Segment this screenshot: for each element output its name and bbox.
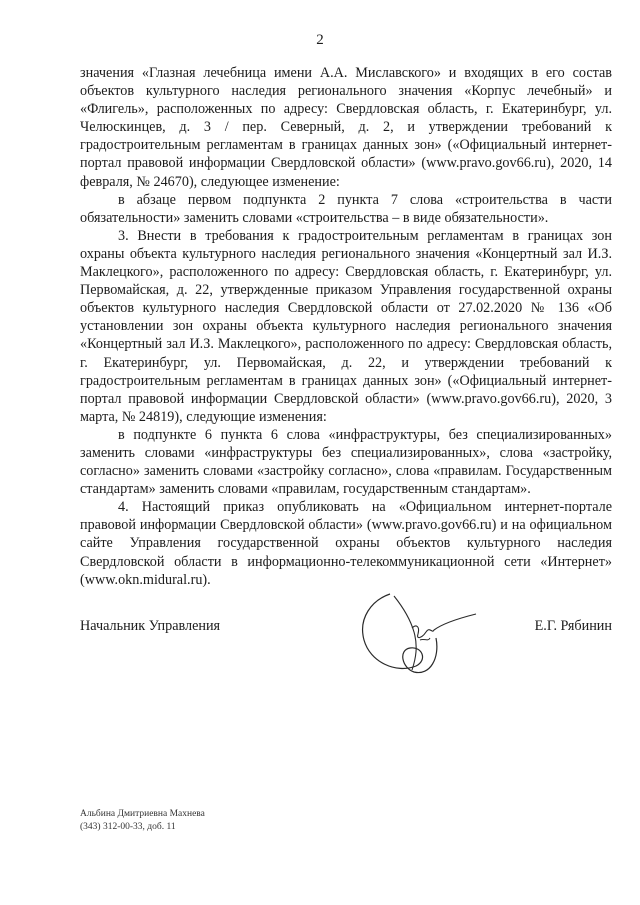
signature-block xyxy=(80,618,612,640)
paragraph-amendment-2: в подпункте 6 пункта 6 слова «инфраструктуры, без специализированных» заменить словами «инфраструктуры без специализированных», слова «застройку, согласно» заменить словами «застройку согласно», слова «правилам. Государственным стандартам» заменить словами «правилам, государственным стандартам». xyxy=(80,426,612,498)
executor-name: Альбина Дмитриевна Махнева xyxy=(80,809,205,819)
executor-phone: (343) 312-00-33, доб. 11 xyxy=(80,822,176,832)
paragraph-amendment-1: в абзаце первом подпункта 2 пункта 7 слова «строительства в части обязательности» заменить словами «строительства – в виде обязательности». xyxy=(80,191,612,226)
signatory-title: Начальник Управления xyxy=(80,618,221,634)
document-body xyxy=(80,64,612,589)
paragraph-item-3: 3. Внести в требования к градостроительным регламентам в границах зон охраны объекта культурного наследия регионального значения «Концертный зал И.З. Маклецкого», расположенного по адресу: Свердловская область, г. Екатеринбург, ул. Первомайская, д. 22, утвержденные приказом Управления государственной охраны объектов культурного наследия Свердловской области от 27.02.2020 № 136 «Об установлении зон охраны объекта культурного наследия регионального значения «Концертный зал И.З. Маклецкого», расположенного по адресу: Свердловская область, г. Екатеринбург, ул. Первомайская, д. 22, и утверждении требований к градостроительным регламентам в границах данных зон» («Официальный интернет-портал правовой информации Свердловской области» (www.pravo.gov66.ru), 2020, 3 марта, № 24819), следующие изменения: xyxy=(80,227,612,425)
paragraph-item-4: 4. Настоящий приказ опубликовать на «Официальном интернет-портале правовой информации Свердловской области» (www.pravo.gov66.ru) и на официальном сайте Управления государственной охраны объектов культурного наследия Свердловской области в информационно-телекоммуникационной сети «Интернет» (www.okn.midural.ru). xyxy=(80,499,612,588)
executor-note xyxy=(80,808,205,834)
page-number: 2 xyxy=(316,32,324,48)
signatory-name: Е.Г. Рябинин xyxy=(534,618,612,634)
handwritten-signature xyxy=(350,588,480,683)
paragraph-continuation: значения «Глазная лечебница имени А.А. Миславского» и входящих в его состав объектов культурного наследия регионального значения «Корпус лечебный» и «Флигель», расположенных по адресу: Свердловская область, г. Екатеринбург, ул. Челюскинцев, д. 3 / пер. Северный, д. 2, и утверждении требований к градостроительным регламентам в границах данных зон» («Официальный интернет-портал правовой информации Свердловской области» (www.pravo.gov66.ru), 2020, 14 февраля, № 24670), следующее изменение: xyxy=(80,65,612,190)
